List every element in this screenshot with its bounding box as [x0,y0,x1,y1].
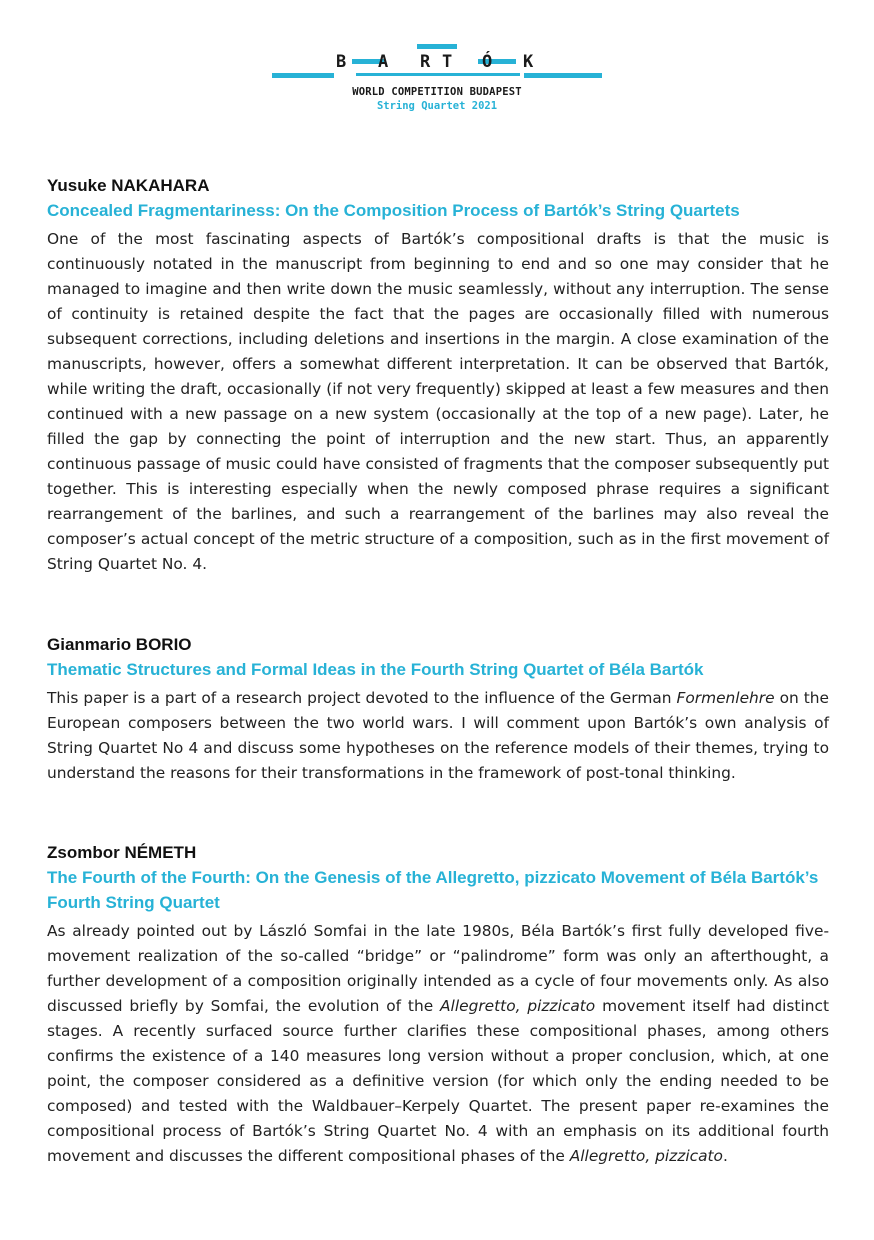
logo-letter-r: R [420,52,431,72]
logo-bar-top [417,44,457,49]
author-name: Yusuke NAKAHARA [47,176,210,195]
logo-bar-right [524,73,602,78]
author-name: Zsombor NÉMETH [47,843,197,862]
paper-title: Concealed Fragmentariness: On the Composition Process of Bartók’s String Quartets [47,201,740,220]
logo-bar-left [272,73,334,78]
abstract-segment: This paper is a part of a research project devoted to the influence of the German [47,689,677,707]
logo-letter-k: K [523,52,534,72]
abstract-entry [47,175,829,577]
abstract-segment: movement itself had distinct stages. A recently surfaced source further clarifies these compositional phases, among others confirms the existence of a 140 measures long version without a proper conclusion, which, at one point, the composer considered as a definitive version (for which only the ending needed to be composed) and tested with the Waldbauer–Kerpely Quartet. The present paper re-examines the compositional process of Bartók’s String Quartet No. 4 with an emphasis on its additional fourth movement and discusses the different compositional phases of the [47,997,829,1165]
abstract-entry [47,634,829,786]
abstract-italic-term: Allegretto, pizzicato [569,1147,723,1165]
abstract-text [47,686,829,786]
author-name: Gianmario BORIO [47,635,192,654]
abstract-italic-term: Allegretto, pizzicato [440,997,596,1015]
abstract-segment: As already pointed out by László Somfai in the late 1980s, Béla Bartók’s first fully developed five-movement realization of the so-called “bridge” or “palindrome” form was only an afterthought, a further development of a composition originally intended as a cycle of four movements only. As also discussed briefly by Somfai, the evolution of the [47,922,829,1015]
abstract-text: One of the most fascinating aspects of Bartók’s compositional drafts is that the music is continuously notated in the manuscript from beginning to end and so one may consider that he managed to imagine and then write down the music seamlessly, without any interruption. The sense of continuity is retained despite the fact that the pages are occasionally filled with numerous subsequent corrections, including deletions and insertions in the margin. A close examination of the manuscripts, however, offers a somewhat different interpretation. It can be observed that Bartók, while writing the draft, occasionally (if not very frequently) skipped at least a few measures and then continued with a new passage on a new system (occasionally at the top of a new page). Later, he filled the gap by connecting the point of interruption and the new start. Thus, an apparently continuous passage of music could have consisted of fragments that the composer subsequently put together. This is interesting especially when the newly composed phrase requires a significant rearrangement of the barlines, and such a rearrangement of the barlines may also reveal the composer’s actual concept of the metric structure of a composition, such as in the first movement of String Quartet No. 4. [47,230,829,573]
paper-title: The Fourth of the Fourth: On the Genesis of the Allegretto, pizzicato Movement of Béla Bartók’s Fourth String Quartet [47,868,819,912]
competition-edition: String Quartet 2021 [376,100,498,112]
logo-letter-t: T [442,52,453,72]
abstract-entry [47,842,829,1169]
logo-letter-b: B [336,52,347,72]
logo-bar-center [356,73,520,76]
abstract-segment: on the European composers between the two world wars. I will comment upon Bartók’s own analysis of String Quartet No 4 and discuss some hypotheses on the reference models of their themes, trying to understand the reasons for their transformations in the framework of post-tonal thinking. [47,689,829,782]
abstract-text [47,919,829,1169]
competition-logo [272,40,602,120]
competition-name: WORLD COMPETITION BUDAPEST [352,86,522,98]
abstract-italic-term: Formenlehre [676,689,775,707]
logo-letter-o: Ó [482,52,493,72]
paper-title: Thematic Structures and Formal Ideas in the Fourth String Quartet of Béla Bartók [47,660,704,679]
abstract-segment: . [722,1147,728,1165]
logo-letter-a: A [378,52,389,72]
